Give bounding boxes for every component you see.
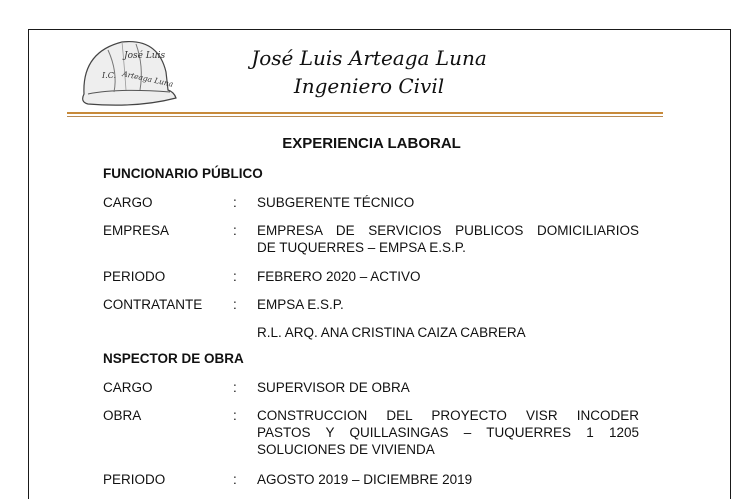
field-label: PERIODO [103,269,166,284]
field-colon: : [233,297,237,312]
hard-hat-logo [78,32,178,110]
document-page [28,29,731,499]
field-label: CARGO [103,195,153,210]
field-value: SUPERVISOR DE OBRA [257,380,410,395]
person-title: Ingeniero Civil [293,74,445,98]
field-value: R.L. ARQ. ANA CRISTINA CAIZA CABRERA [257,325,526,340]
svg-text:José Luis: José Luis [124,51,166,61]
field-colon: : [233,269,237,284]
field-value: FEBRERO 2020 – ACTIVO [257,269,421,284]
field-value: EMPRESA DE SERVICIOS PUBLICOS DOMICILIARIOS DE TUQUERRES – EMPSA E.S.P. [257,223,639,255]
field-label: PERIODO [103,472,166,487]
block-heading: NSPECTOR DE OBRA [103,351,244,366]
header-rule-thin [67,116,663,117]
field-label: EMPRESA [103,223,170,238]
field-value: EMPSA E.S.P. [257,297,344,312]
field-label: CARGO [103,380,153,395]
field-label: OBRA [103,408,142,423]
field-colon: : [233,223,237,238]
block-heading: FUNCIONARIO PÚBLICO [103,166,263,181]
letterhead-name [199,44,539,100]
field-label: CONTRATANTE [103,297,203,312]
field-value: SUBGERENTE TÉCNICO [257,195,415,210]
field-value: CONSTRUCCION DEL PROYECTO VISR INCODER PASTOS Y QUILLASINGAS – TUQUERRES 1 1205 SOLUCIONES DE VIVIENDA [257,408,639,457]
person-name: José Luis Arteaga Luna [251,46,487,70]
svg-text:Arteaga Luna: Arteaga Luna [121,69,175,89]
header-rule [67,112,663,114]
field-value: AGOSTO 2019 – DICIEMBRE 2019 [257,472,473,487]
field-colon: : [233,380,237,395]
field-colon: : [233,195,237,210]
svg-text:I.C.: I.C. [102,71,117,80]
field-colon: : [233,408,237,423]
field-colon: : [233,472,237,487]
section-title: EXPERIENCIA LABORAL [282,135,461,152]
